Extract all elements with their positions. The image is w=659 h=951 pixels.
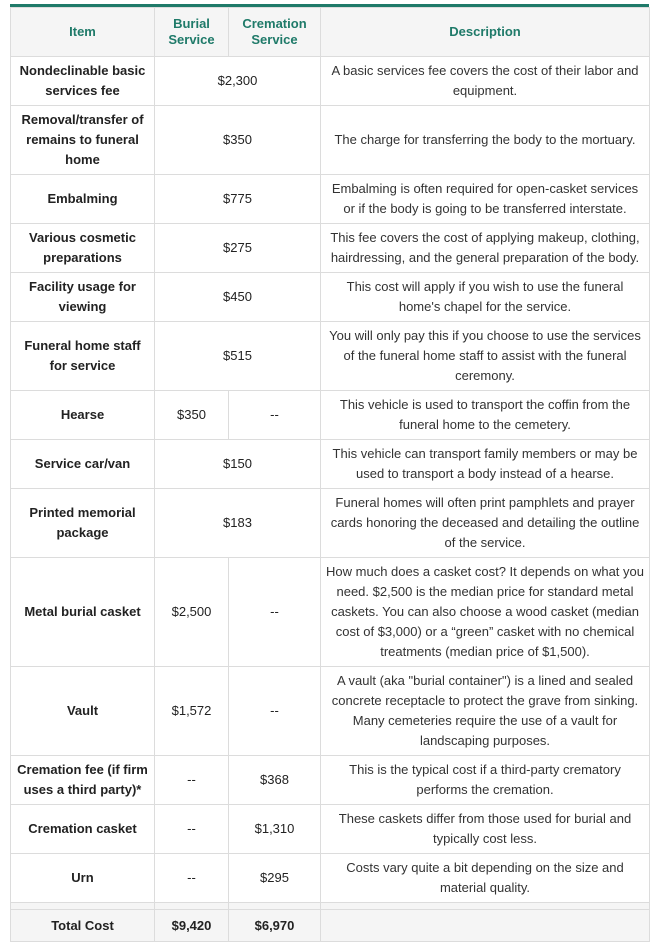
row-cremation-cost-cell: $368	[229, 756, 321, 805]
row-shared-cost-cell: $350	[155, 106, 321, 175]
row-item-cell: Cremation fee (if firm uses a third party)*	[11, 756, 155, 805]
row-item-cell: Facility usage for viewing	[11, 273, 155, 322]
row-item-cell: Funeral home staff for service	[11, 322, 155, 391]
table-row	[11, 440, 650, 489]
row-description-cell: This vehicle can transport family members or may be used to transport a body instead of a hearse.	[321, 440, 650, 489]
row-description-cell: This is the typical cost if a third-party crematory performs the cremation.	[321, 756, 650, 805]
table-row	[11, 667, 650, 756]
table-row	[11, 57, 650, 106]
row-description-cell: A basic services fee covers the cost of their labor and equipment.	[321, 57, 650, 106]
row-burial-cost-cell: --	[155, 756, 229, 805]
table-row	[11, 391, 650, 440]
row-cremation-cost-cell: $295	[229, 854, 321, 903]
row-item-cell: Embalming	[11, 175, 155, 224]
spacer-cell	[229, 903, 321, 910]
header-row	[11, 8, 650, 57]
row-description-cell: A vault (aka "burial container") is a lined and sealed concrete receptacle to protect the grave from sinking. Many cemeteries require the use of a vault for landscaping purposes.	[321, 667, 650, 756]
total-row	[11, 910, 650, 942]
row-shared-cost-cell: $275	[155, 224, 321, 273]
spacer-row	[11, 903, 650, 910]
spacer-cell	[155, 903, 229, 910]
row-shared-cost-cell: $515	[155, 322, 321, 391]
total-item-cell: Total Cost	[11, 910, 155, 942]
table-row	[11, 224, 650, 273]
row-description-cell: These caskets differ from those used for burial and typically cost less.	[321, 805, 650, 854]
row-item-cell: Hearse	[11, 391, 155, 440]
total-cremation-cell: $6,970	[229, 910, 321, 942]
row-item-cell: Nondeclinable basic services fee	[11, 57, 155, 106]
table-body	[11, 57, 650, 942]
row-description-cell: You will only pay this if you choose to use the services of the funeral home staff to assist with the funeral ceremony.	[321, 322, 650, 391]
row-item-cell: Urn	[11, 854, 155, 903]
row-description-cell: This cost will apply if you wish to use the funeral home's chapel for the service.	[321, 273, 650, 322]
header-item: Item	[11, 8, 155, 57]
row-description-cell: This fee covers the cost of applying makeup, clothing, hairdressing, and the general preparation of the body.	[321, 224, 650, 273]
row-burial-cost-cell: $2,500	[155, 558, 229, 667]
row-shared-cost-cell: $775	[155, 175, 321, 224]
row-shared-cost-cell: $150	[155, 440, 321, 489]
row-burial-cost-cell: $1,572	[155, 667, 229, 756]
row-shared-cost-cell: $450	[155, 273, 321, 322]
row-description-cell: Funeral homes will often print pamphlets and prayer cards honoring the deceased and detailing the outline of the service.	[321, 489, 650, 558]
row-item-cell: Removal/transfer of remains to funeral home	[11, 106, 155, 175]
table-row	[11, 558, 650, 667]
table-row	[11, 854, 650, 903]
table-row	[11, 805, 650, 854]
row-burial-cost-cell: --	[155, 854, 229, 903]
row-description-cell: The charge for transferring the body to the mortuary.	[321, 106, 650, 175]
header-description: Description	[321, 8, 650, 57]
row-description-cell: How much does a casket cost? It depends on what you need. $2,500 is the median price for standard metal caskets. You can also choose a wood casket (median cost of $3,000) or a “green” casket with no chemical treatments (median price of $1,500).	[321, 558, 650, 667]
row-description-cell: This vehicle is used to transport the coffin from the funeral home to the cemetery.	[321, 391, 650, 440]
row-burial-cost-cell: $350	[155, 391, 229, 440]
row-cremation-cost-cell: --	[229, 667, 321, 756]
row-item-cell: Various cosmetic preparations	[11, 224, 155, 273]
header-burial: Burial Service	[155, 8, 229, 57]
total-description-cell	[321, 910, 650, 942]
spacer-cell	[321, 903, 650, 910]
row-burial-cost-cell: --	[155, 805, 229, 854]
row-item-cell: Printed memorial package	[11, 489, 155, 558]
row-description-cell: Embalming is often required for open-casket services or if the body is going to be transferred interstate.	[321, 175, 650, 224]
row-cremation-cost-cell: --	[229, 558, 321, 667]
row-cremation-cost-cell: --	[229, 391, 321, 440]
total-burial-cell: $9,420	[155, 910, 229, 942]
cost-table-container	[10, 4, 649, 942]
table-row	[11, 273, 650, 322]
table-row	[11, 106, 650, 175]
row-item-cell: Cremation casket	[11, 805, 155, 854]
header-cremation: Cremation Service	[229, 8, 321, 57]
table-row	[11, 322, 650, 391]
table-row	[11, 489, 650, 558]
row-item-cell: Service car/van	[11, 440, 155, 489]
row-shared-cost-cell: $2,300	[155, 57, 321, 106]
row-shared-cost-cell: $183	[155, 489, 321, 558]
row-item-cell: Vault	[11, 667, 155, 756]
table-row	[11, 175, 650, 224]
row-description-cell: Costs vary quite a bit depending on the size and material quality.	[321, 854, 650, 903]
funeral-cost-table	[10, 7, 650, 942]
row-item-cell: Metal burial casket	[11, 558, 155, 667]
spacer-cell	[11, 903, 155, 910]
table-row	[11, 756, 650, 805]
row-cremation-cost-cell: $1,310	[229, 805, 321, 854]
